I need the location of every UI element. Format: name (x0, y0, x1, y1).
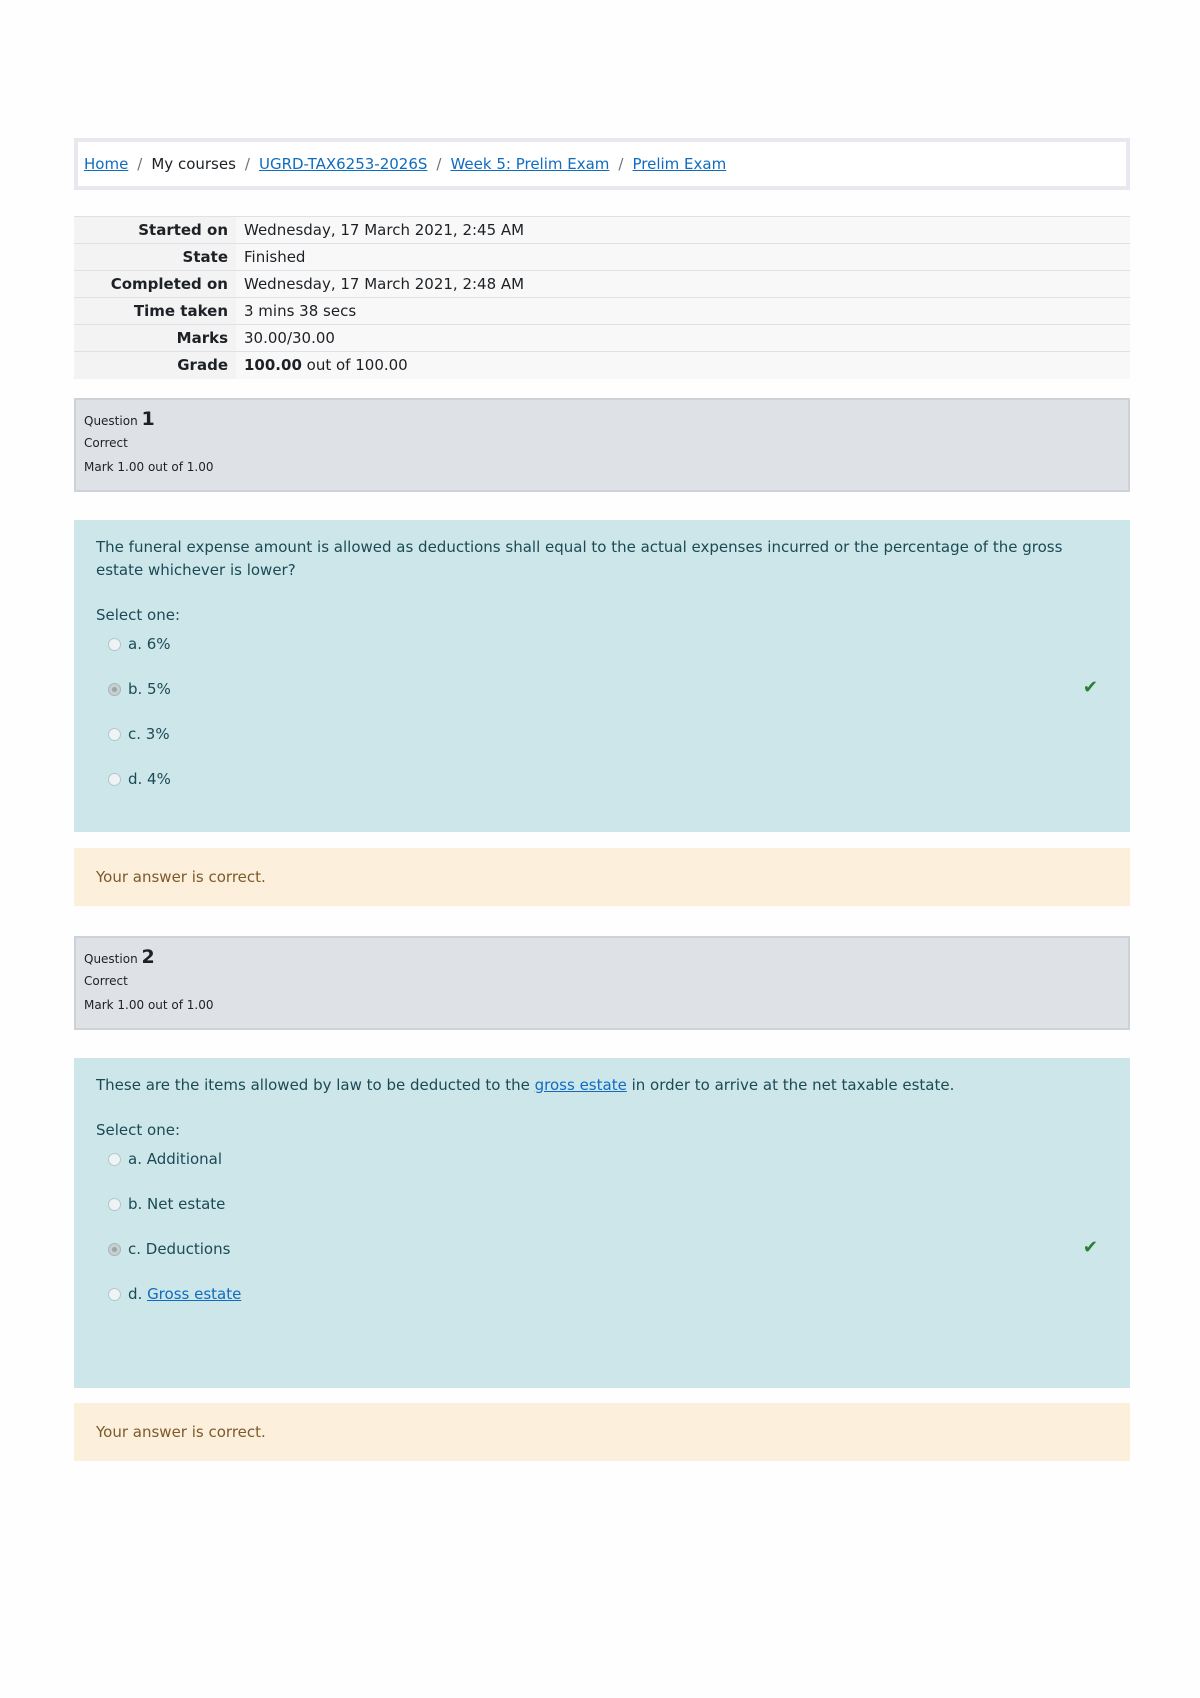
select-one-prompt: Select one: (96, 1121, 181, 1139)
summary-row-marks (74, 325, 1130, 352)
question-number: 2 (141, 946, 155, 968)
answer-label: c. Deductions (128, 1240, 231, 1258)
question-text-part: These are the items allowed by law to be deducted to the (96, 1076, 535, 1094)
answer-option-d[interactable] (96, 768, 1108, 813)
breadcrumb (74, 138, 1130, 190)
answer-option-a[interactable] (96, 633, 1108, 678)
gross-estate-answer-link[interactable]: Gross estate (147, 1285, 242, 1303)
answer-option-a[interactable] (96, 1148, 1108, 1193)
answer-option-d[interactable] (96, 1283, 1108, 1328)
breadcrumb-separator: / (618, 155, 624, 173)
answer-option-b[interactable] (96, 678, 1108, 723)
summary-value: 30.00/30.00 (236, 325, 1130, 352)
select-one-prompt: Select one: (96, 606, 181, 624)
answer-option-c[interactable] (96, 723, 1108, 768)
question-text: The funeral expense amount is allowed as deductions shall equal to the actual expenses incurred or the percentage of the gross estate whichever is lower? (96, 538, 1063, 579)
radio-icon[interactable] (108, 773, 121, 786)
summary-row-completed (74, 271, 1130, 298)
summary-value (236, 352, 1130, 379)
answer-label: a. 6% (128, 635, 171, 653)
summary-value: 3 mins 38 secs (236, 298, 1130, 325)
check-icon: ✔ (1082, 677, 1098, 698)
answer-option-c[interactable] (96, 1238, 1108, 1283)
summary-label: State (74, 244, 236, 271)
answer-option-b[interactable] (96, 1193, 1108, 1238)
breadcrumb-week-link[interactable]: Week 5: Prelim Exam (450, 155, 610, 173)
question-text-part: in order to arrive at the net taxable estate. (626, 1076, 955, 1094)
radio-icon[interactable] (108, 1243, 121, 1256)
question-2-content (74, 1058, 1130, 1388)
answer-label: b. Net estate (128, 1195, 226, 1213)
summary-label: Started on (74, 217, 236, 244)
summary-row-state (74, 244, 1130, 271)
answer-list (96, 1148, 1108, 1328)
breadcrumb-course-link[interactable]: UGRD-TAX6253-2026S (258, 155, 428, 173)
breadcrumb-exam-link[interactable]: Prelim Exam (632, 155, 727, 173)
question-2-info (74, 936, 1130, 1030)
radio-icon[interactable] (108, 1288, 121, 1301)
question-state: Correct (84, 436, 128, 450)
answer-label: d. 4% (128, 770, 171, 788)
question-text (96, 1074, 1108, 1097)
question-state: Correct (84, 974, 128, 988)
radio-icon[interactable] (108, 1198, 121, 1211)
question-1-info (74, 398, 1130, 492)
radio-icon[interactable] (108, 1153, 121, 1166)
summary-row-started (74, 217, 1130, 244)
grade-suffix: out of 100.00 (306, 356, 408, 375)
breadcrumb-separator: / (244, 155, 250, 173)
grade-value: 100.00 (244, 356, 302, 375)
attempt-summary-table (74, 216, 1130, 379)
question-1-feedback: Your answer is correct. (74, 848, 1130, 906)
breadcrumb-my-courses: My courses (151, 155, 236, 173)
answer-prefix: d. (128, 1285, 148, 1303)
summary-value: Wednesday, 17 March 2021, 2:45 AM (236, 217, 1130, 244)
breadcrumb-separator: / (436, 155, 442, 173)
summary-label: Time taken (74, 298, 236, 325)
question-label: Question (84, 952, 138, 966)
radio-icon[interactable] (108, 728, 121, 741)
gross-estate-link[interactable]: gross estate (534, 1076, 627, 1094)
answer-label: c. 3% (128, 725, 170, 743)
answer-label: a. Additional (128, 1150, 223, 1168)
summary-value: Finished (236, 244, 1130, 271)
summary-row-grade (74, 352, 1130, 379)
summary-label: Completed on (74, 271, 236, 298)
radio-icon[interactable] (108, 638, 121, 651)
question-mark: Mark 1.00 out of 1.00 (84, 460, 214, 474)
breadcrumb-separator: / (137, 155, 143, 173)
question-number: 1 (141, 408, 155, 430)
summary-label: Grade (74, 352, 236, 379)
question-2-feedback: Your answer is correct. (74, 1403, 1130, 1461)
question-label: Question (84, 414, 138, 428)
summary-value: Wednesday, 17 March 2021, 2:48 AM (236, 271, 1130, 298)
question-mark: Mark 1.00 out of 1.00 (84, 998, 214, 1012)
question-1-content (74, 520, 1130, 832)
breadcrumb-home-link[interactable]: Home (84, 155, 129, 173)
answer-list (96, 633, 1108, 813)
summary-row-time-taken (74, 298, 1130, 325)
summary-label: Marks (74, 325, 236, 352)
answer-label: b. 5% (128, 680, 171, 698)
answer-label (128, 1283, 241, 1306)
radio-icon[interactable] (108, 683, 121, 696)
check-icon: ✔ (1082, 1237, 1098, 1258)
